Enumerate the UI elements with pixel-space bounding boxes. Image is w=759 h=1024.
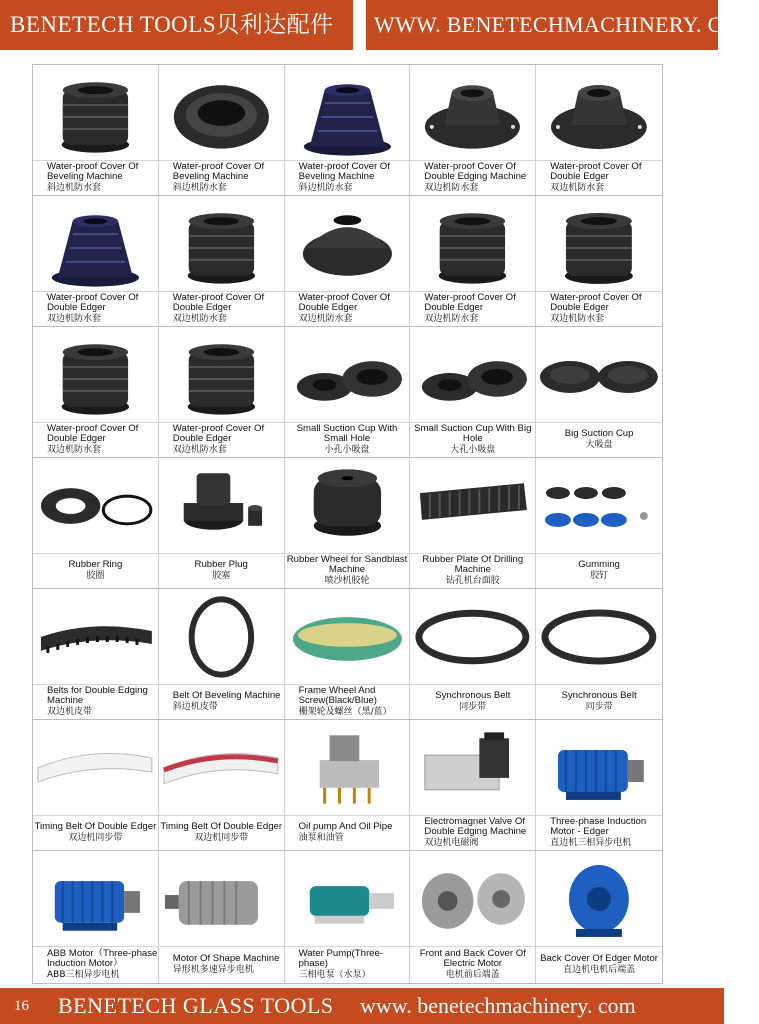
product-name-cn: 小孔小吸盘: [324, 444, 370, 455]
bellows-blue-icon: [285, 65, 410, 160]
product-image: [285, 196, 410, 292]
product-name-cn: 双边机防水套: [47, 444, 102, 455]
product-image: [159, 327, 284, 423]
product-name-en: Frame Wheel And Screw(Black/Blue): [298, 684, 377, 707]
product-image: [536, 65, 662, 161]
product-card[interactable]: [285, 458, 411, 588]
product-name-cn: 油泵和油管: [298, 832, 344, 843]
rubber-ring-icon: [33, 458, 158, 553]
product-image: [33, 327, 158, 423]
product-name-en: Water-proof Cover Of Double Edger: [298, 291, 390, 314]
product-image: [536, 589, 662, 685]
flanged-cover-icon: [410, 65, 535, 160]
product-image: [33, 196, 158, 292]
product-name-en: Timing Belt Of Double Edger: [34, 820, 157, 832]
product-image: [159, 65, 284, 161]
product-card[interactable]: [33, 851, 159, 983]
footer-banner: [0, 988, 724, 1024]
product-row: [33, 720, 662, 851]
product-image: [285, 589, 410, 685]
product-image: [536, 851, 662, 947]
product-name-cn: 斜边机防水套: [172, 182, 227, 193]
product-row: [33, 851, 662, 983]
header-url-banner: [366, 0, 759, 50]
product-name-en: Synchronous Belt: [435, 689, 511, 701]
product-image: [536, 458, 662, 554]
product-image: [410, 589, 535, 685]
product-name-en: Synchronous Belt: [561, 689, 637, 701]
product-name-cn: 大吸盘: [585, 439, 613, 450]
oil-pump-icon: [285, 720, 410, 815]
product-card[interactable]: [33, 720, 159, 850]
product-card[interactable]: [33, 327, 159, 457]
product-card[interactable]: [159, 196, 285, 326]
product-name-en: Rubber Ring: [68, 558, 123, 570]
product-card[interactable]: [410, 851, 536, 983]
product-card[interactable]: [410, 196, 536, 326]
product-name-en: Back Cover Of Edger Motor: [540, 952, 658, 964]
product-card[interactable]: [410, 720, 536, 850]
product-name-en: Water-proof Cover Of Double Edging Machine: [424, 160, 527, 183]
product-image: [410, 196, 535, 292]
product-card[interactable]: [536, 327, 662, 457]
bellows-black-icon: [159, 196, 284, 291]
product-name-cn: 斜边机防水套: [298, 182, 353, 193]
product-name-en: Rubber Plug: [194, 558, 248, 570]
footer-url[interactable]: www. benetechmachinery. com: [360, 993, 636, 1018]
product-image: [33, 65, 158, 161]
product-card[interactable]: [536, 65, 662, 195]
bellows-black-icon: [33, 65, 158, 160]
product-image: [536, 720, 662, 816]
product-name-en: Big Suction Cup: [564, 427, 634, 439]
product-row: [33, 196, 662, 327]
gray-motor-icon: [159, 851, 284, 946]
product-name-en: Water-proof Cover Of Beveling Machine: [298, 160, 390, 183]
product-card[interactable]: [536, 589, 662, 719]
gumming-icon: [536, 458, 662, 553]
product-card[interactable]: [33, 458, 159, 588]
product-name-en: Water-proof Cover Of Double Edger: [47, 291, 139, 314]
product-row: [33, 65, 662, 196]
big-suction-cup-icon: [536, 327, 662, 422]
product-name-cn: 双边机皮带: [47, 706, 93, 717]
product-name-en: Belts for Double Edging Machine: [47, 684, 148, 707]
product-card[interactable]: [33, 196, 159, 326]
product-name-cn: 三相电泵（水泵）: [298, 969, 371, 980]
page-number: 16: [14, 998, 29, 1014]
product-name-en: Timing Belt Of Double Edger: [160, 820, 283, 832]
product-image: [33, 720, 158, 816]
product-name-en: Water-proof Cover Of Double Edger: [172, 422, 265, 445]
product-name-cn: 同步带: [585, 701, 613, 712]
product-image: [159, 589, 284, 685]
product-image: [410, 327, 535, 423]
product-card[interactable]: [410, 589, 536, 719]
product-image: [285, 458, 410, 554]
product-name-en: Three-phase Induction Motor - Edger: [550, 815, 647, 838]
product-name-cn: 双边机防水套: [550, 313, 605, 324]
product-name-en: Front and Back Cover Of Electric Motor: [419, 947, 526, 970]
product-name-cn: 双边机电磁阀: [424, 837, 479, 848]
product-name-cn: 异形机多速异步电机: [172, 964, 254, 975]
header-url[interactable]: WWW. BENETECHMACHINERY. COM: [374, 12, 759, 37]
product-name-cn: 斜边机防水套: [47, 182, 102, 193]
rubber-plug-icon: [159, 458, 284, 553]
suction-cups-icon: [285, 327, 410, 422]
sync-belt-icon: [410, 589, 535, 684]
cone-cover-icon: [285, 196, 410, 291]
product-image: [285, 851, 410, 947]
product-image: [536, 327, 662, 423]
product-name-en: Oil pump And Oil Pipe: [298, 820, 393, 832]
product-card[interactable]: [536, 720, 662, 850]
product-name-en: Water-proof Cover Of Double Edger: [172, 291, 265, 314]
product-name-cn: 双边机防水套: [424, 313, 479, 324]
product-card[interactable]: [410, 65, 536, 195]
product-name-cn: 喷沙机胶轮: [324, 575, 370, 586]
product-card[interactable]: [159, 327, 285, 457]
product-card[interactable]: [159, 720, 285, 850]
bellows-black-icon: [159, 327, 284, 422]
product-name-cn: 双边机防水套: [172, 313, 227, 324]
motor-cover-icon: [410, 851, 535, 946]
product-card[interactable]: [536, 196, 662, 326]
green-belt-icon: [285, 589, 410, 684]
ring-cover-icon: [159, 65, 284, 160]
product-name-cn: 胶圈: [86, 570, 105, 581]
product-card[interactable]: [159, 589, 285, 719]
product-name-en: Rubber Wheel for Sandblast Machine: [286, 553, 408, 576]
valve-icon: [410, 720, 535, 815]
product-card[interactable]: [285, 720, 411, 850]
product-name-en: ABB Motor（Three-phase Induction Motor）: [47, 947, 158, 970]
product-name-cn: 大孔小吸盘: [450, 444, 496, 455]
product-row: [33, 589, 662, 720]
product-name-en: Rubber Plate Of Drilling Machine: [422, 553, 524, 576]
product-row: [33, 458, 662, 589]
product-name-en: Water-proof Cover Of Double Edger: [47, 422, 139, 445]
product-card[interactable]: [159, 458, 285, 588]
product-image: [159, 196, 284, 292]
blue-motor-icon: [33, 851, 158, 946]
product-image: [33, 589, 158, 685]
product-card[interactable]: [536, 458, 662, 588]
header-title-banner: [0, 0, 353, 50]
product-name-cn: 双边机同步带: [194, 832, 249, 843]
product-card[interactable]: [33, 65, 159, 195]
footer-brand: BENETECH GLASS TOOLS: [58, 993, 334, 1018]
product-name-cn: 同步带: [459, 701, 487, 712]
product-row: [33, 327, 662, 458]
product-card[interactable]: [285, 327, 411, 457]
product-name-cn: 栅架轮及螺丝（黑/蓝）: [298, 706, 392, 717]
product-name-cn: 直边机三相异步电机: [550, 837, 632, 848]
suction-cups-icon: [410, 327, 535, 422]
product-image: [285, 327, 410, 423]
product-card[interactable]: [536, 851, 662, 983]
product-name-en: Water-proof Cover Of Double Edger: [550, 160, 642, 183]
flanged-cover-icon: [536, 65, 662, 160]
product-name-cn: 双边机防水套: [172, 444, 227, 455]
product-name-cn: 直边机电机后端盖: [563, 964, 636, 975]
product-image: [33, 851, 158, 947]
product-image: [410, 458, 535, 554]
bellows-black-icon: [410, 196, 535, 291]
product-name-en: Water-proof Cover Of Beveling Machine: [172, 160, 265, 183]
product-card[interactable]: [410, 458, 536, 588]
product-card[interactable]: [159, 65, 285, 195]
product-name-en: Small Suction Cup With Big Hole: [414, 422, 532, 445]
header-title: BENETECH TOOLS贝利达配件: [10, 12, 334, 37]
product-card[interactable]: [33, 589, 159, 719]
product-name-en: Water-proof Cover Of Double Edger: [550, 291, 642, 314]
product-name-cn: 双边机防水套: [298, 313, 353, 324]
product-image: [410, 65, 535, 161]
white-belt-icon: [33, 720, 158, 815]
product-card[interactable]: [285, 589, 411, 719]
rubber-plate-icon: [410, 458, 535, 553]
product-name-en: Small Suction Cup With Small Hole: [296, 422, 398, 445]
product-name-cn: 胶钉: [590, 570, 609, 581]
product-image: [285, 720, 410, 816]
product-image: [159, 720, 284, 816]
sync-belt-icon: [536, 589, 662, 684]
product-image: [33, 458, 158, 554]
belt-loop-icon: [159, 589, 284, 684]
product-image: [410, 851, 535, 947]
belt-strip-icon: [33, 589, 158, 684]
product-name-cn: 钻孔机台面胶: [445, 575, 500, 586]
product-name-en: Motor Of Shape Machine: [172, 952, 280, 964]
blue-motor-icon: [536, 720, 662, 815]
product-image: [159, 458, 284, 554]
product-name-en: Electromagnet Valve Of Double Edging Machine: [424, 815, 527, 838]
product-name-en: Water-proof Cover Of Beveling Machine: [47, 160, 139, 183]
product-name-cn: 胶塞: [212, 570, 231, 581]
product-image: [410, 720, 535, 816]
product-card[interactable]: [285, 196, 411, 326]
product-name-cn: 双边机防水套: [47, 313, 102, 324]
bellows-black-icon: [536, 196, 662, 291]
product-name-en: Belt Of Beveling Machine: [172, 689, 281, 701]
blue-cover-icon: [536, 851, 662, 946]
product-image: [285, 65, 410, 161]
rubber-wheel-icon: [285, 458, 410, 553]
product-name-cn: 双边机防水套: [424, 182, 479, 193]
product-name-cn: 电机前后端盖: [445, 969, 500, 980]
product-name-en: Gumming: [578, 558, 620, 570]
product-card[interactable]: [410, 327, 536, 457]
product-image: [159, 851, 284, 947]
product-grid: [32, 64, 663, 984]
product-image: [536, 196, 662, 292]
product-card[interactable]: [159, 851, 285, 983]
red-belt-icon: [159, 720, 284, 815]
product-name-cn: 双边机防水套: [550, 182, 605, 193]
product-card[interactable]: [285, 851, 411, 983]
product-name-cn: 双边机同步带: [68, 832, 123, 843]
bellows-blue-icon: [33, 196, 158, 291]
product-card[interactable]: [285, 65, 411, 195]
product-name-cn: ABB三相异步电机: [47, 969, 120, 980]
product-name-cn: 斜边机皮带: [172, 701, 218, 712]
product-name-en: Water Pump(Three-phase): [298, 947, 384, 970]
water-pump-icon: [285, 851, 410, 946]
product-name-en: Water-proof Cover Of Double Edger: [424, 291, 516, 314]
bellows-black-icon: [33, 327, 158, 422]
